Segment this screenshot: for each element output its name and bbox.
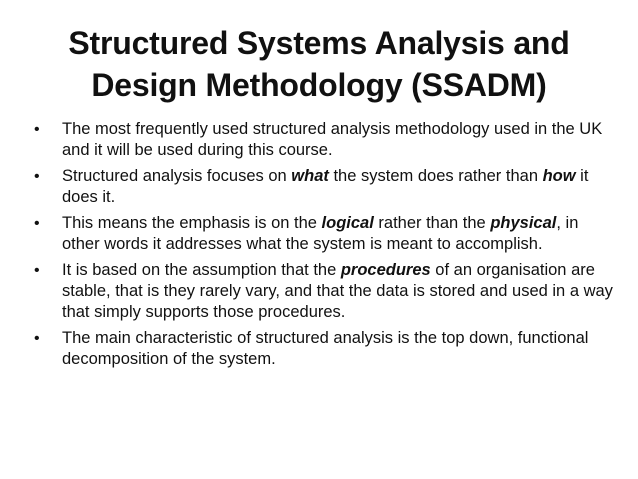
bullet-text <box>62 166 614 208</box>
slide-title <box>40 22 598 106</box>
bullet-text <box>62 119 614 161</box>
emphasis-logical: logical <box>321 214 374 232</box>
bullet-marker: • <box>34 168 40 185</box>
bullet-text-part: of an organisation are stable, that is they rarely vary, and that the data is stored and used in a way that simply supports those procedures. <box>62 261 613 321</box>
bullet-marker: • <box>34 121 40 138</box>
bullet-list <box>34 119 614 375</box>
bullet-item-2 <box>34 166 614 208</box>
bullet-item-3 <box>34 213 614 255</box>
bullet-item-1 <box>34 119 614 161</box>
bullet-text-part: The most frequently used structured analysis methodology used in the UK and it will be used during this course. <box>62 120 603 159</box>
slide-title-line-2: Design Methodology (SSADM) <box>91 67 547 103</box>
bullet-text-part: It is based on the assumption that the <box>62 261 341 279</box>
bullet-text-part: the system does rather than <box>328 167 543 185</box>
bullet-text-part: Structured analysis focuses on <box>62 167 292 185</box>
bullet-text-part: The main characteristic of structured analysis is the top down, functional decomposition of the system. <box>62 329 589 368</box>
bullet-item-4 <box>34 260 614 323</box>
emphasis-what: what <box>291 167 329 185</box>
bullet-text-part: This means the emphasis is on the <box>62 214 322 232</box>
bullet-marker: • <box>34 215 40 232</box>
bullet-text <box>62 260 614 323</box>
bullet-text-part: , in other words it addresses what the system is meant to accomplish. <box>62 214 579 253</box>
emphasis-procedures: procedures <box>340 261 431 279</box>
slide-title-line-1: Structured Systems Analysis and <box>68 25 570 61</box>
bullet-text-part: it does it. <box>62 167 589 206</box>
bullet-text <box>62 213 614 255</box>
bullet-marker: • <box>34 330 40 347</box>
bullet-marker: • <box>34 262 40 279</box>
emphasis-how: how <box>542 167 576 185</box>
bullet-item-5 <box>34 328 614 370</box>
emphasis-physical: physical <box>490 214 557 232</box>
bullet-text <box>62 328 614 370</box>
bullet-text-part: rather than the <box>373 214 491 232</box>
